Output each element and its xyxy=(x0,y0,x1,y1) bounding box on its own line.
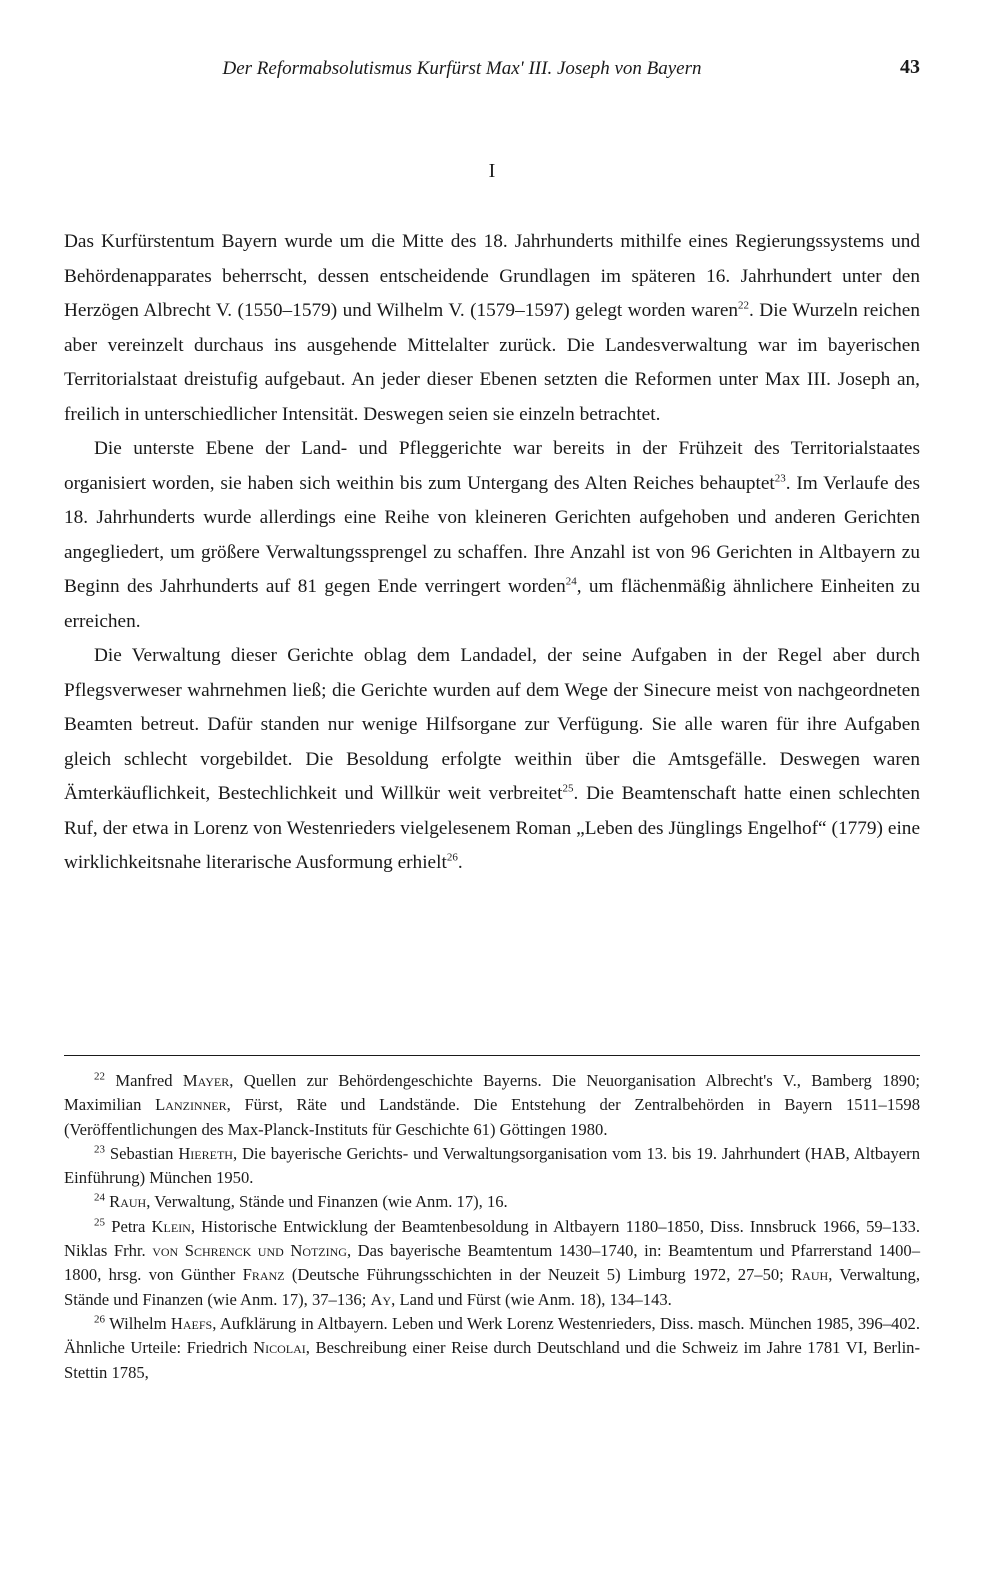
footnote-number: 23 xyxy=(94,1143,105,1156)
footnote-divider xyxy=(64,1055,920,1056)
paragraph-text: . Im Verlaufe des 18. Jahrhunderts wurde allerdings eine Reihe von kleineren Gerichten aufgehoben und anderen Gerichten angegliedert, um größere Verwaltungssprengel zu schaffen. Ihre Anzahl ist von 96 Gerichten in Altbayern zu Beginn des Jahrhunderts auf 81 gegen Ende verringert worden xyxy=(64,472,920,597)
author-name: Nicolai xyxy=(253,1338,306,1358)
footnote-text: , Die bayerische Gerichts- und Verwaltungsorganisation vom 13. bis 19. Jahrhundert (HAB, Altbayern Einführung) München 1950. xyxy=(64,1143,920,1188)
footnote-23 xyxy=(64,1142,920,1191)
paragraph-text: . Die Beamtenschaft hatte einen schlechten Ruf, der etwa in Lorenz von Westenrieders vielgelesenem Roman „Leben des Jünglings Engelhof“ (1779) eine wirklichkeitsnahe literarische Ausformung erhielt xyxy=(64,783,920,873)
author-name: Franz xyxy=(242,1265,285,1285)
author-name: Haefs xyxy=(170,1313,213,1333)
footnote-text: , Beschreibung einer Reise durch Deutschland und die Schweiz im Jahre 1781 VI, Berlin-Stettin 1785, xyxy=(64,1338,921,1382)
footnote-22 xyxy=(64,1069,920,1142)
paragraph-text: Die Verwaltung dieser Gerichte oblag dem Landadel, der seine Aufgaben in der Regel aber durch Pflegsverweser wahrnehmen ließ; die Gerichte wurden auf dem Wege der Sinecure meist von nachgeordneten Beamten betreut. Dafür standen nur wenige Hilfsorgane zur Verfügung. Sie alle waren für ihre Aufgaben gleich schlecht vorgebildet. Die Besoldung erfolgte weithin über die Amtsgefälle. Deswegen waren Ämterkäuflichkeit, Bestechlichkeit und Willkür weit verbreitet xyxy=(64,645,920,804)
footnote-ref: 23 xyxy=(774,472,786,485)
footnote-24 xyxy=(64,1190,920,1214)
footnote-text: Manfred xyxy=(115,1071,183,1090)
footnote-ref: 25 xyxy=(562,782,574,795)
author-name: Rauh xyxy=(791,1265,829,1285)
author-name: Mayer xyxy=(182,1071,230,1090)
running-title: Der Reformabsolutismus Kurfürst Max' III. Joseph von Bayern xyxy=(222,58,702,79)
footnote-text: Petra xyxy=(111,1216,152,1236)
footnote-text: , Fürst, Räte und Landstände. Die Entstehung der Zentralbehörden in Bayern 1511–1598 (Veröffentlichungen des Max-Planck-Instituts für Geschichte 61) Göttingen 1980. xyxy=(64,1095,921,1139)
footnote-text: , Das bayerische Beamtentum 1430–1740, in: Beamtentum und Pfarrerstand 1400–1800, hrsg. von Günther xyxy=(64,1241,920,1285)
footnote-text: , Aufklärung in Altbayern. Leben und Werk Lorenz Westenrieders, Diss. masch. München 1985, 396–402. Ähnliche Urteile: Friedrich xyxy=(64,1313,921,1358)
footnote-26 xyxy=(64,1312,920,1385)
author-name: Lanzinner xyxy=(155,1095,227,1115)
paragraph-text: , um flächenmäßig ähnlichere Einheiten zu erreichen. xyxy=(64,576,920,632)
footnote-text: (Deutsche Führungsschichten in der Neuzeit 5) Limburg 1972, 27–50; xyxy=(284,1265,792,1285)
footnote-text: Wilhelm xyxy=(109,1313,171,1333)
footnote-text: , Historische Entwicklung der Beamtenbesoldung in Altbayern 1180–1850, Diss. Innsbruck 1966, 59–133. Niklas Frhr. xyxy=(64,1216,920,1261)
footnote-text: , Verwaltung, Stände und Finanzen (wie Anm. 17), 16. xyxy=(146,1192,508,1212)
footnote-number: 25 xyxy=(94,1216,105,1229)
footnote-number: 24 xyxy=(94,1191,105,1204)
paragraph-text: . Die Wurzeln reichen aber vereinzelt durchaus ins ausgehende Mittelalter zurück. Die Landesverwaltung war im bayerischen Territorialstaat dreistufig aufgebaut. An jeder dieser Ebenen setzten die Reformen unter Max III. Joseph an, freilich in unterschiedlicher Intensität. Deswegen seien sie einzeln betrachtet. xyxy=(64,300,921,425)
body-text xyxy=(64,225,920,881)
footnote-ref: 24 xyxy=(565,575,577,588)
footnote-ref: 26 xyxy=(446,851,458,864)
footnote-text: Sebastian xyxy=(109,1143,179,1163)
footnote-text: , Verwaltung, Stände und Finanzen (wie Anm. 17), 37–136; xyxy=(64,1265,921,1309)
footnote-text: , Quellen zur Behördengeschichte Bayerns. Die Neuorganisation Albrecht's V., Bamberg 1890; Maximilian xyxy=(64,1071,921,1115)
author-name: Rauh xyxy=(109,1192,147,1212)
footnotes xyxy=(64,1069,920,1385)
running-head xyxy=(64,56,920,86)
paragraph-text: . xyxy=(457,852,463,873)
paragraph-text: Die unterste Ebene der Land- und Pfleggerichte war bereits in der Frühzeit des Territorialstaates organisiert worden, sie haben sich weithin bis zum Untergang des Alten Reiches behauptet xyxy=(64,438,920,494)
footnote-ref: 22 xyxy=(738,299,750,312)
author-name: Hiereth xyxy=(178,1143,233,1163)
section-numeral: I xyxy=(488,160,496,182)
author-name: Klein xyxy=(151,1216,191,1236)
author-name: von Schrenck und Notzing xyxy=(152,1241,347,1261)
paragraph-text: Das Kurfürstentum Bayern wurde um die Mitte des 18. Jahrhunderts mithilfe eines Regierungssystems und Behördenapparates beherrscht, dessen entscheidende Grundlagen im späteren 16. Jahrhundert unter den Herzögen Albrecht V. (1550–1579) und Wilhelm V. (1579–1597) gelegt worden waren xyxy=(64,231,920,321)
author-name: Ay xyxy=(370,1289,392,1309)
footnote-number: 26 xyxy=(94,1313,105,1326)
paragraph-1 xyxy=(64,225,920,432)
page-number: 43 xyxy=(900,56,920,78)
paragraph-3 xyxy=(64,639,920,881)
footnote-25 xyxy=(64,1215,920,1312)
paragraph-2 xyxy=(64,432,920,639)
footnote-text: , Land und Fürst (wie Anm. 18), 134–143. xyxy=(391,1289,672,1309)
footnote-number: 22 xyxy=(94,1070,105,1083)
